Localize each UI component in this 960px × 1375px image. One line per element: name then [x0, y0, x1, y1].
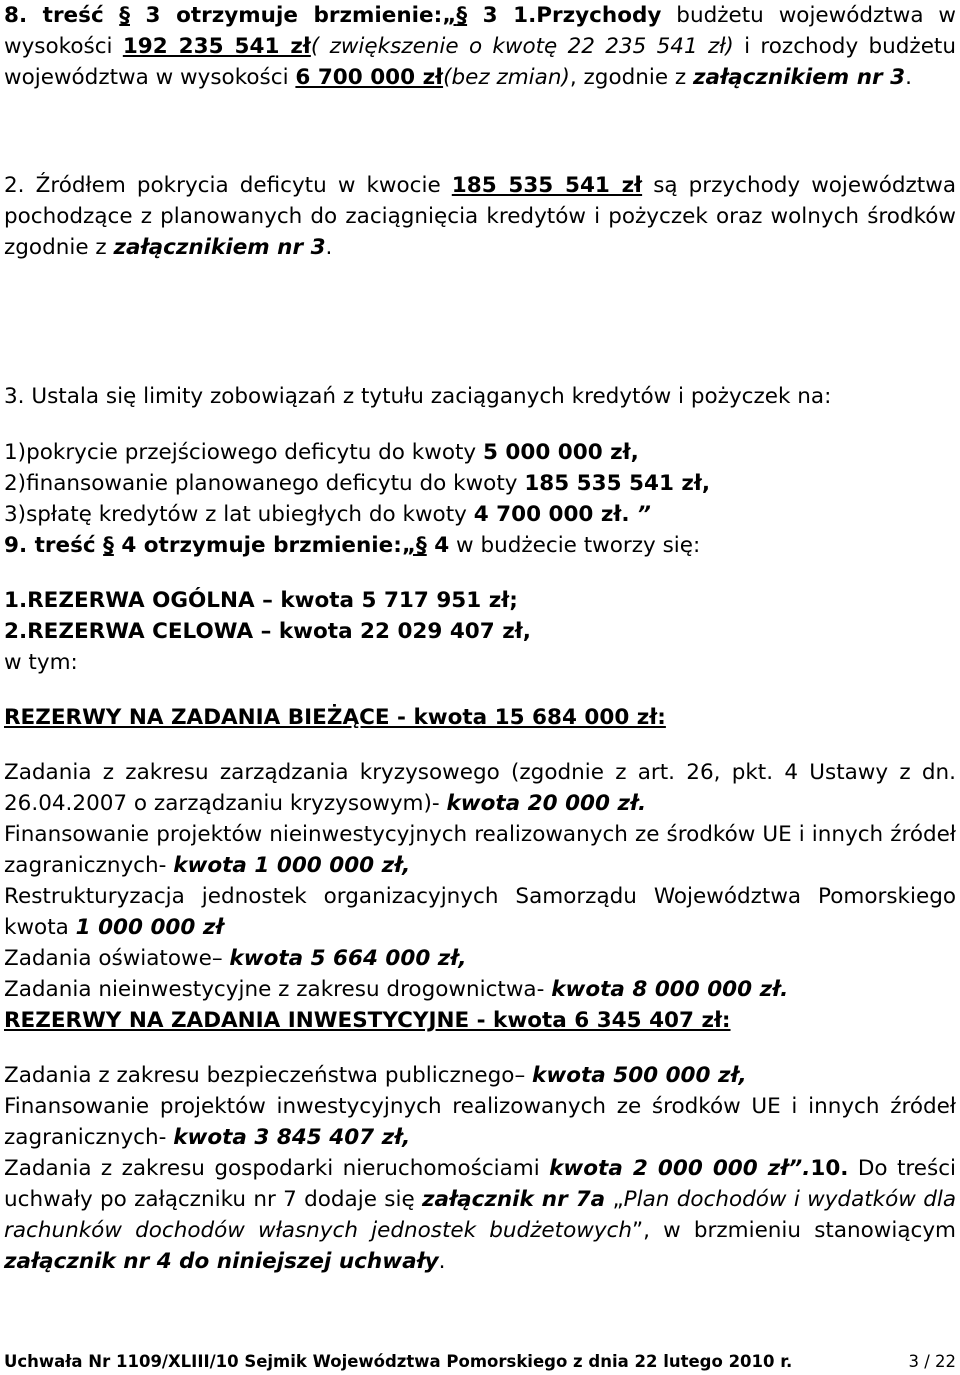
p9-mid: 4 otrzymuje brzmienie: [113, 533, 402, 558]
paragraph-2 [4, 170, 956, 263]
general-reserve [4, 585, 956, 616]
paragraph-10-number: 10. [810, 1156, 849, 1181]
attachment-reference: załącznikiem nr 3 [113, 235, 326, 260]
task-text: Finansowanie projektów nieinwestycyjnych realizowanych ze środków UE i innych źródeł zagranicznych- [4, 822, 956, 878]
invest-task-real-estate [4, 1153, 956, 1277]
p9-tail: w budżecie tworzy się: [449, 533, 701, 558]
current-task-crisis [4, 757, 956, 819]
p8-text-1: budżetu województwa w wysokości [4, 3, 956, 59]
task-amount: kwota 1 000 000 zł, [173, 853, 411, 878]
limit-item-1 [4, 437, 956, 468]
investment-tasks-header-text: REZERWY NA ZADANIA INWESTYCYJNE - kwota 6 345 407 zł: [4, 1008, 731, 1033]
task-text: Zadania nieinwestycyjne z zakresu drogownictwa- [4, 977, 552, 1002]
targeted-reserve-text: 2.REZERWA CELOWA – kwota 22 029 407 zł, [4, 619, 531, 644]
p8-mid: 3 otrzymuje brzmienie: [130, 3, 443, 28]
limit-item-text: 1)pokrycie przejściowego deficytu do kwoty [4, 440, 483, 465]
p2-text-2: są przychody województwa pochodzące z planowanych do zaciągnięcia kredytów i pożyczek oraz wolnych środków zgodnie z [4, 173, 956, 260]
limit-item-amount: 185 535 541 zł, [524, 471, 711, 496]
p8-mid2: 3 1. [467, 3, 537, 28]
task-amount: 1 000 000 zł [75, 915, 224, 940]
current-task-education [4, 943, 956, 974]
increase-note: ( zwiększenie o kwotę 22 235 541 zł) [310, 34, 734, 59]
task-text: Zadania z zakresu bezpieczeństwa publicznego– [4, 1063, 533, 1088]
limit-item-3 [4, 499, 956, 530]
paragraph-3-intro: 3. Ustala się limity zobowiązań z tytułu zaciąganych kredytów i pożyczek na: [4, 384, 832, 409]
paragraph-8 [4, 0, 956, 93]
task-amount: kwota 3 845 407 zł, [173, 1125, 411, 1150]
revenue-amount: 192 235 541 zł [122, 34, 311, 59]
attachment-title: Plan dochodów i wydatków dla rachunków dochodów własnych jednostek budżetowych [4, 1187, 956, 1243]
attachment-reference: załącznikiem nr 3 [693, 65, 906, 90]
attachment-7a: załącznik nr 7a [422, 1187, 606, 1212]
task-text: Restrukturyzacja jednostek organizacyjnych Samorządu Województwa Pomorskiego kwota [4, 884, 956, 940]
closing-quote: ”. [788, 1156, 811, 1181]
p8-end: . [905, 65, 912, 90]
in-which-label: w tym: [4, 650, 78, 675]
p8-text-2: i rozchody budżetu województwa w wysokości [4, 34, 956, 90]
limit-item-2 [4, 468, 956, 499]
current-task-restructuring [4, 881, 956, 943]
closing-quote: ” [629, 502, 651, 527]
task-text: Zadania z zakresu gospodarki nieruchomościami [4, 1156, 550, 1181]
deficit-amount: 185 535 541 zł [451, 173, 643, 198]
task-amount: kwota 500 000 zł, [532, 1063, 747, 1088]
current-tasks-header-text: REZERWY NA ZADANIA BIEŻĄCE - kwota 15 684 000 zł: [4, 705, 666, 730]
current-task-eu-noninvest [4, 819, 956, 881]
page-number: 3 / 22 [908, 1352, 956, 1371]
targeted-reserve [4, 616, 956, 647]
p9-number: 4 [426, 533, 450, 558]
limit-item-amount: 4 700 000 zł. [473, 502, 630, 527]
p10-text-1: Do treści uchwały po załączniku nr 7 dodaje się [4, 1156, 957, 1212]
task-amount: kwota 20 000 zł. [446, 791, 647, 816]
p10-quote-open: „ [605, 1187, 624, 1212]
p2-end: . [325, 235, 333, 260]
limit-item-text: 3)spłatę kredytów z lat ubiegłych do kwoty [4, 502, 474, 527]
investment-tasks-header [4, 1005, 956, 1036]
section-sign: § [119, 3, 130, 28]
limit-item-text: 2)finansowanie planowanego deficytu do kwoty [4, 471, 525, 496]
p9-prefix: 9. treść [4, 533, 104, 558]
opening-quote: „ [442, 3, 457, 28]
task-text: Finansowanie projektów inwestycyjnych realizowanych ze środków UE i innych źródeł zagranicznych- [4, 1094, 956, 1150]
limit-item-amount: 5 000 000 zł, [482, 440, 639, 465]
task-text: Zadania z zakresu zarządzania kryzysowego (zgodnie z art. 26, pkt. 4 Ustawy z dn. 26.04.2007 o zarządzaniu kryzysowym)- [4, 760, 956, 816]
current-task-roads [4, 974, 956, 1005]
invest-task-security [4, 1060, 956, 1091]
p8-text-3: , zgodnie z [569, 65, 694, 90]
opening-quote: „ [401, 533, 416, 558]
no-change-note: (bez zmian) [443, 65, 570, 90]
p8-prefix: 8. treść [4, 3, 120, 28]
task-text: Zadania oświatowe– [4, 946, 230, 971]
current-tasks-header [4, 702, 956, 733]
page-footer [4, 1352, 956, 1372]
expenditure-amount: 6 700 000 zł [295, 65, 444, 90]
p8-bold-tail: Przychody [536, 3, 662, 28]
general-reserve-text: 1.REZERWA OGÓLNA – kwota 5 717 951 zł; [4, 588, 518, 613]
p10-text-3: ”, w brzmieniu stanowiącym [632, 1218, 957, 1243]
attachment-4-reference: załącznik nr 4 do niniejszej uchwały [4, 1249, 439, 1274]
paragraph-9 [4, 530, 956, 561]
section-sign: § [415, 533, 427, 558]
footer-resolution: Uchwała Nr 1109/XLIII/10 Sejmik Województwa Pomorskiego z dnia 22 lutego 2010 r. [4, 1352, 793, 1371]
section-sign: § [456, 3, 468, 28]
section-sign: § [103, 533, 114, 558]
task-amount: kwota 8 000 000 zł. [551, 977, 789, 1002]
invest-task-eu [4, 1091, 956, 1153]
task-amount: kwota 2 000 000 zł [549, 1156, 789, 1181]
p2-text-1: 2. Źródłem pokrycia deficytu w kwocie [4, 173, 452, 198]
p10-end: . [438, 1249, 446, 1274]
task-amount: kwota 5 664 000 zł, [229, 946, 467, 971]
